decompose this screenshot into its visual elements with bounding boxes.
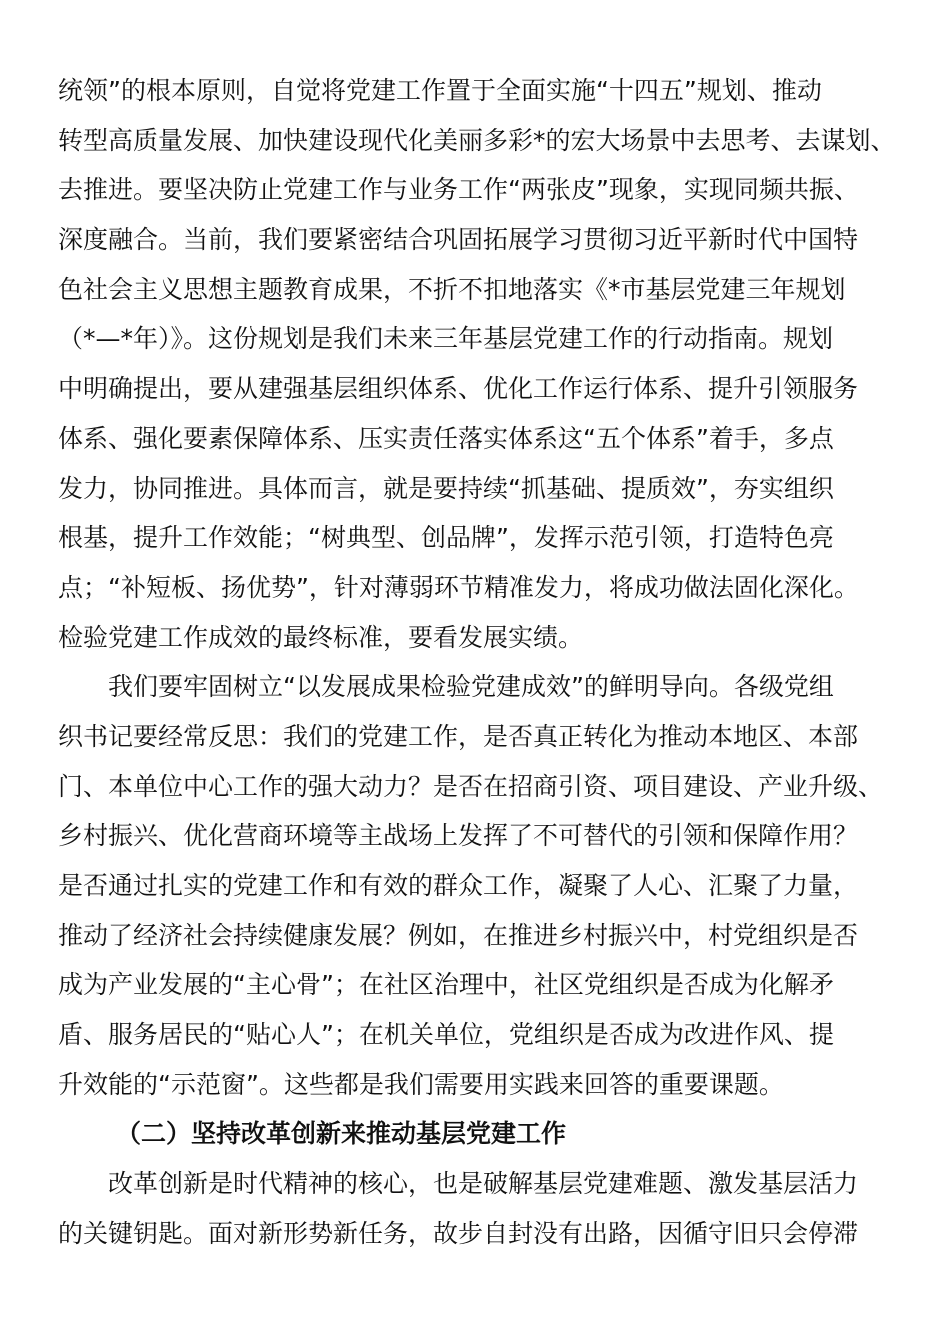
text-line: 盾、服务居民的“贴心人”；在机关单位，党组织是否成为改进作风、提 bbox=[58, 1020, 834, 1050]
paragraph-1 bbox=[58, 66, 908, 662]
text-line: 去推进。要坚决防止党建工作与业务工作“两张皮”现象，实现同频共振、 bbox=[58, 175, 859, 205]
section-heading: （二）坚持改革创新来推动基层党建工作 bbox=[116, 1119, 567, 1149]
paragraph-3 bbox=[58, 1159, 908, 1258]
paragraph-2 bbox=[58, 662, 908, 1109]
text-line: 统领”的根本原则，自觉将党建工作置于全面实施“十四五”规划、推动 bbox=[58, 76, 822, 105]
text-line: 乡村振兴、优化营商环境等主战场上发挥了不可替代的引领和保障作用？ bbox=[58, 821, 859, 851]
text-line: 体系、强化要素保障体系、压实责任落实体系这“五个体系”着手，多点 bbox=[58, 423, 834, 453]
text-line: 检验党建工作成效的最终标准，要看发展实绩。 bbox=[58, 622, 584, 652]
text-line: 门、本单位中心工作的强大动力？是否在招商引资、项目建设、产业升级、 bbox=[58, 771, 884, 801]
text-line: 改革创新是时代精神的核心，也是破解基层党建难题、激发基层活力 bbox=[108, 1169, 859, 1199]
text-line: 点；“补短板、扬优势”，针对薄弱环节精准发力，将成功做法固化深化。 bbox=[58, 572, 859, 602]
text-line: 深度融合。当前，我们要紧密结合巩固拓展学习贯彻习近平新时代中国特 bbox=[58, 225, 859, 255]
text-line: （*—*年）》。这份规划是我们未来三年基层党建工作的行动指南。规划 bbox=[58, 324, 834, 354]
text-line: 根基，提升工作效能；“树典型、创品牌”，发挥示范引领，打造特色亮 bbox=[58, 523, 834, 553]
text-line: 是否通过扎实的党建工作和有效的群众工作，凝聚了人心、汇聚了力量， bbox=[58, 871, 859, 900]
text-line: 我们要牢固树立“以发展成果检验党建成效”的鲜明导向。各级党组 bbox=[108, 672, 834, 702]
text-line: 中明确提出，要从建强基层组织体系、优化工作运行体系、提升引领服务 bbox=[58, 374, 859, 404]
text-line: 成为产业发展的“主心骨”；在社区治理中，社区党组织是否成为化解矛 bbox=[58, 970, 834, 1000]
document-page bbox=[58, 66, 908, 1259]
text-line: 织书记要经常反思：我们的党建工作，是否真正转化为推动本地区、本部 bbox=[58, 721, 859, 751]
text-line: 的关键钥匙。面对新形势新任务，故步自封没有出路，因循守旧只会停滞 bbox=[58, 1218, 859, 1248]
text-line: 推动了经济社会持续健康发展？例如，在推进乡村振兴中，村党组织是否 bbox=[58, 920, 859, 950]
text-line: 转型高质量发展、加快建设现代化美丽多彩*的宏大场景中去思考、去谋划、 bbox=[58, 125, 896, 155]
text-line: 色社会主义思想主题教育成果，不折不扣地落实《*市基层党建三年规划 bbox=[58, 274, 846, 304]
text-line: 升效能的“示范窗”。这些都是我们需要用实践来回答的重要课题。 bbox=[58, 1069, 784, 1099]
text-line: 发力，协同推进。具体而言，就是要持续“抓基础、提质效”，夯实组织 bbox=[58, 473, 834, 503]
